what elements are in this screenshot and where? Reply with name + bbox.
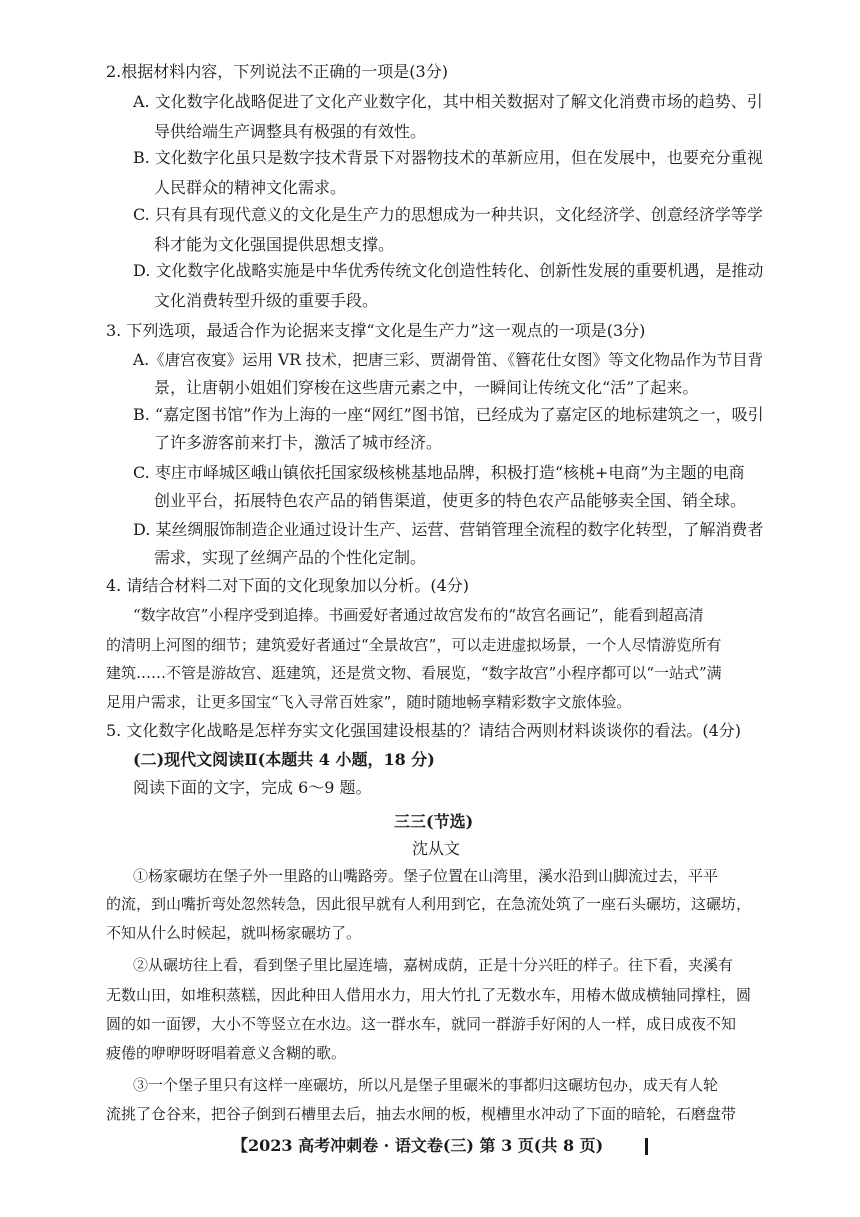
q5-stem: 5. 文化数字化战略是怎样夯实文化强国建设根基的？请结合两则材料谈谈你的看法。(4分) [106,721,742,740]
q3-option-a-line1: A.《唐宫夜宴》运用 VR 技术，把唐三彩、贾湖骨笛、《簪花仕女图》等文化物品作为节目背 [133,351,764,369]
q4-passage-line4: 足用户需求，让更多国宝“飞入寻常百姓家”，随时随地畅享精彩数字文旅体验。 [106,693,632,711]
story-p3-line2: 流挑了仓谷来，把谷子倒到石槽里去后，抽去水闸的板，枧槽里水冲动了下面的暗轮，石磨盘带 [106,1105,737,1123]
q3-option-d-line2: 需求，实现了丝绸产品的个性化定制。 [154,548,427,567]
story-author: 沈从文 [412,839,461,858]
page-footer: 【2023 高考冲刺卷 · 语文卷(三) 第 3 页(共 8 页) [232,1136,604,1155]
q2-stem: 2.根据材料内容，下列说法不正确的一项是(3分) [106,62,448,81]
q2-option-c-line1: C. 只有具有现代意义的文化是生产力的思想成为一种共识，文化经济学、创意经济学等学 [133,205,763,224]
story-p2-line3: 圆的如一面锣，大小不等竖立在水边。这一群水车，就同一群游手好闲的人一样，成日成夜不知 [106,1015,737,1033]
q2-option-d-line2: 文化消费转型升级的重要手段。 [154,291,379,310]
q4-passage-line2: 的清明上河图的细节；建筑爱好者通过“全景故宫”，可以走进虚拟场景，一个人尽情游览所有 [106,636,722,654]
q2-option-c-line2: 科才能为文化强国提供思想支撑。 [154,235,395,254]
story-p1-line2: 的流，到山嘴折弯处忽然转急，因此很早就有人利用到它，在急流处筑了一座石头碾坊，这碾坊， [106,895,752,913]
q3-option-b-line2: 了许多游客前来打卡，激活了城市经济。 [154,433,443,452]
q3-option-c-line1: C. 枣庄市峄城区峨山镇依托国家级核桃基地品牌，积极打造“核桃+电商”为主题的电商 [133,463,745,482]
q4-passage-line1: “数字故宫”小程序受到追捧。书画爱好者通过故宫发布的“故宫名画记”，能看到超高清 [133,606,704,624]
section-heading: (二)现代文阅读Ⅱ(本题共 4 小题，18 分) [133,750,435,769]
q3-option-d-line1: D. 某丝绸服饰制造企业通过设计生产、运营、营销管理全流程的数字化转型，了解消费者 [133,520,764,539]
q3-option-b-line1: B. “嘉定图书馆”作为上海的一座“网红”图书馆，已经成为了嘉定区的地标建筑之一，吸引 [133,405,764,424]
q2-option-b-line2: 人民群众的精神文化需求。 [154,178,347,197]
q2-option-b-line1: B. 文化数字化虽只是数字技术背景下对器物技术的革新应用，但在发展中，也要充分重视 [133,148,763,167]
q2-option-a-line1: A. 文化数字化战略促进了文化产业数字化，其中相关数据对了解文化消费市场的趋势、引 [133,92,763,111]
story-title: 三三(节选) [394,812,474,831]
q4-passage-line3: 建筑……不管是游故宫、逛建筑，还是赏文物、看展览，“数字故宫”小程序都可以“一站式”满 [106,664,722,682]
q2-option-a-line2: 导供给端生产调整具有极强的有效性。 [154,122,427,141]
story-p2-line2: 无数山田，如堆积蒸糕，因此种田人借用水力，用大竹扎了无数水车，用椿木做成横轴同撑柱，圆 [106,986,752,1004]
story-p1-line1: ①杨家碾坊在堡子外一里路的山嘴路旁。堡子位置在山湾里，溪水沿到山脚流过去，平平 [133,867,719,885]
section-instruction: 阅读下面的文字，完成 6～9 题。 [133,778,372,797]
story-p1-line3: 不知从什么时候起，就叫杨家碾坊了。 [106,924,362,942]
q2-option-d-line1: D. 文化数字化战略实施是中华优秀传统文化创造性转化、创新性发展的重要机遇，是推动 [133,261,764,280]
q3-option-a-line2: 景，让唐朝小姐姐们穿梭在这些唐元素之中，一瞬间让传统文化“活”了起来。 [154,378,699,397]
footer-bracket-mark [645,1138,648,1155]
q3-option-c-line2: 创业平台，拓展特色农产品的销售渠道，使更多的特色农产品能够卖全国、销全球。 [154,491,747,510]
story-p2-line1: ②从碾坊往上看，看到堡子里比屋连墙，嘉树成荫，正是十分兴旺的样子。往下看，夹溪有 [133,956,734,974]
q4-stem: 4. 请结合材料二对下面的文化现象加以分析。(4分) [106,576,470,595]
story-p3-line1: ③一个堡子里只有这样一座碾坊，所以凡是堡子里碾米的事都归这碾坊包办，成天有人轮 [133,1076,719,1094]
q3-stem: 3. 下列选项，最适合作为论据来支撑“文化是生产力”这一观点的一项是(3分) [106,321,646,340]
story-p2-line4: 疲倦的咿咿呀呀唱着意义含糊的歌。 [106,1044,347,1062]
